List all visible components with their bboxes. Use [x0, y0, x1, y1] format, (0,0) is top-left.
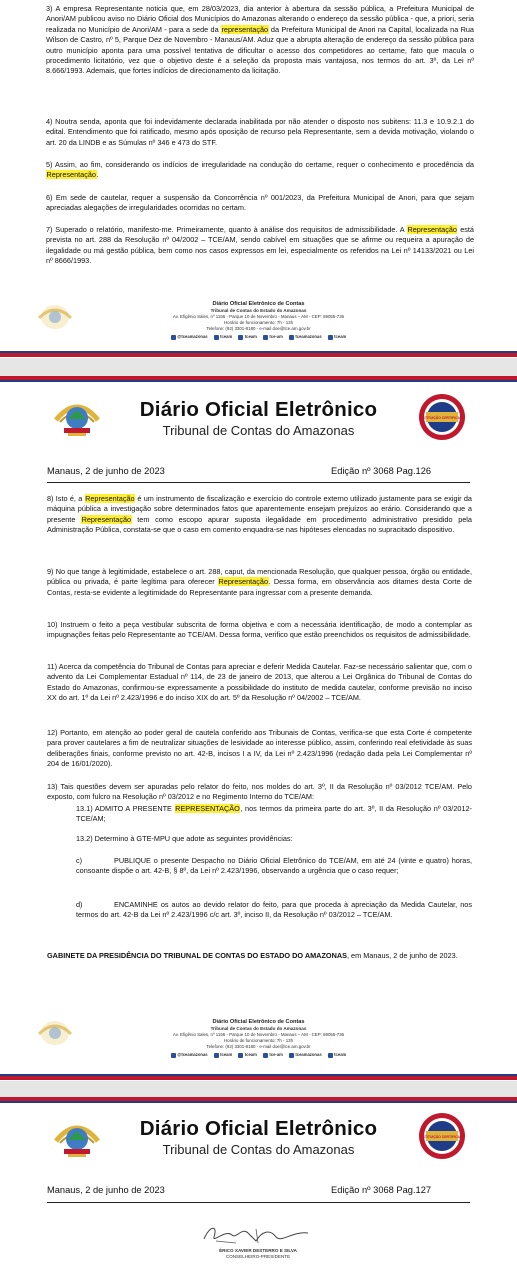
highlight: Representação: [81, 514, 132, 524]
page-gap: [0, 1081, 517, 1097]
highlight: Representação: [46, 170, 96, 180]
highlight: Representação: [407, 225, 457, 234]
closing: GABINETE DA PRESIDÊNCIA DO TRIBUNAL DE CONTAS DO ESTADO DO AMAZONAS, em Manaus, 2 de junho de 2023.: [47, 951, 458, 960]
youtube-link[interactable]: tceamazonas: [289, 334, 322, 340]
page-1: [0, 0, 517, 339]
social-links: [0, 1052, 517, 1058]
item-d-label: d): [76, 900, 83, 909]
paragraph-13-2: 13.2) Determino à GTE-MPU que adote as seguintes providências:: [76, 834, 293, 843]
instagram-link[interactable]: @tceamazonas: [171, 1052, 208, 1058]
facebook-link[interactable]: tceam: [214, 1052, 233, 1058]
paragraph-11: 11) Acerca da competência do Tribunal de Contas para apreciar e deferir Medida Cautelar. Faz-se necessário salientar que, com o advento da Lei Complementar Estadual nº 114, de 23 de janeiro de 2013, que alterou a Lei Orgânica do Tribunal de Contas do Estado do Amazonas, confirmou-se expressamente a possibilidade do instituto de medida cautelar, conforme previsão no inciso XX do art. 1º da Lei nº 2.423/1996 e do inciso XIX do art. 5º da Resolução nº 04/2002 – TCE/AM.: [47, 662, 472, 703]
item-d: ENCAMINHE os autos ao devido relator do feito, para que proceda à apreciação da Medida Cautelar, nos termos do art. 42-B da Lei nº 2.423/1996 c/c art. 3º, inciso II, da Resolução nº 03/2012 – TCE/AM.: [76, 900, 472, 920]
paragraph-4: 4) Noutra senda, aponta que foi indevidamente declarada inabilitada por não atender o disposto nos subitens: 11.3 e 10.9.2.1 do edital. Entendimento que foi ratificado, mesmo após oposição de recurso pela Representante, sem a devida motivação, violando o art. 20 da LINDB e as Súmulas nº 346 e 473 do STF.: [46, 117, 474, 147]
paragraph-9: 9) No que tange à legitimidade, estabelece o art. 288, caput, da mencionada Resolução, que qualquer pessoa, órgão ou entidade, pública ou privada, é parte legítima para oferecer Representação. Dessa forma, em observância aos ditames desta Corte de Contas, resta-se evidente a legitimidade do Representante para ingressar com a presente demanda.: [47, 567, 472, 597]
certified-institution-seal: [417, 392, 467, 442]
paragraph-7: 7) Superado o relatório, manifesto-me. Primeiramente, quanto à análise dos requisitos de admissibilidade. A Representação está prevista no art. 288 da Resolução nº 04/2002 – TCE/AM, sendo cabível em situações que se afirme ou requeira a apuração de ilegalidade ou má gestão pública, bem como nos casos expressos em lei, especialmente os referidos na Lei nº 14133/2021 ou Lei nº 8666/1993.: [46, 225, 474, 266]
highlight: representação: [221, 24, 269, 34]
facebook-link[interactable]: tceam: [214, 334, 233, 340]
issue-date: Manaus, 2 de junho de 2023: [47, 1185, 165, 1195]
header-bar: [0, 376, 517, 382]
highlight: Representação: [85, 494, 135, 503]
header-bar: [0, 1097, 517, 1103]
twitter-link[interactable]: tceam: [238, 1052, 257, 1058]
paragraph-13-1: 13.1) ADMITO A PRESENTE REPRESENTAÇÃO, nos termos da primeira parte do art. 3º, II da Resolução nº 03/2012-TCE/AM;: [76, 804, 472, 824]
page-3: [0, 1097, 517, 1280]
page-2: [0, 376, 517, 1060]
highlight: Representação: [218, 577, 269, 587]
seal-text: INSTITUIÇÃO CERTIFICADA: [419, 1135, 465, 1139]
edition-page: Edição nº 3068 Pag.127: [331, 1185, 432, 1195]
signer-name: ÉRICO XAVIER DESTERRO E SILVA: [219, 1248, 297, 1253]
instagram-link[interactable]: @tceamazonas: [171, 334, 208, 340]
youtube-link[interactable]: tceamazonas: [289, 1052, 322, 1058]
linkedin-link[interactable]: tceam: [328, 1052, 347, 1058]
paragraph-12: 12) Portanto, em atenção ao poder geral de cautela conferido aos Tribunais de Contas, verifica-se que esta Corte é competente para prover cautelares a fim de neutralizar situações de lesividade ao interesse público, assim, conferindo real efetividade às suas deliberações finais, conforme previsto no art. 42-B, incisos I a IV, da Lei nº 2.423/1996 (redação dada pela Lei Complementar nº 204 de 16/01/2020).: [47, 728, 472, 769]
paragraph-5: 5) Assim, ao fim, considerando os indícios de irregularidade na condução do certame, requer o conhecimento e procedência da Representação.: [46, 160, 474, 180]
highlight: REPRESENTAÇÃO: [175, 804, 240, 813]
issue-date: Manaus, 2 de junho de 2023: [47, 466, 165, 476]
footer-bar: [0, 351, 517, 357]
paragraph-13: 13) Tais questões devem ser apuradas pelo relator do feito, nos moldes do art. 3º, II da Resolução nº 03/2012 TCE/AM. Pelo exposto, com fulcro na Resolução nº 03/2012 e no Regimento Interno do TCE/AM:: [47, 782, 472, 802]
paragraph-8: 8) Isto é, a Representação é um instrumento de fiscalização e exercício do controle externo utilizado justamente para se exigir da máquina pública a investigação sobre determinados fatos que aparentemente ensejam prejuízos ao erário. Considerando que a presente Representação tem como escopo apurar suposta ilegalidade em procedimento administrativo presidido pela Administração Pública, constata-se que o caso em comento enquadra-se nas hipóteses elencadas no supracitado dispositivo.: [47, 494, 472, 535]
twitter-link[interactable]: tceam: [238, 334, 257, 340]
footer-bar: [0, 1074, 517, 1080]
header-title: Diário Oficial Eletrônico Tribunal de Contas do Amazonas: [139, 1117, 378, 1157]
social-links: [0, 334, 517, 340]
seal-text: INSTITUIÇÃO CERTIFICADA: [419, 416, 465, 420]
item-c-label: c): [76, 856, 83, 865]
edition-page: Edição nº 3068 Pag.126: [331, 466, 432, 476]
signature-block: [158, 1248, 358, 1260]
page-gap: [0, 358, 517, 376]
handwritten-signature: [196, 1221, 316, 1247]
header-title: Diário Oficial Eletrônico Tribunal de Contas do Amazonas: [139, 398, 378, 438]
item-c: PUBLIQUE o presente Despacho no Diário Oficial Eletrônico do TCE/AM, em até 24 (vinte e quatro) horas, consoante dispõe o art. 42-B, § 8º, da Lei nº 2.423/1996, observando a urgência que o caso requer;: [76, 856, 472, 876]
paragraph-6: 6) Em sede de cautelar, requer a suspensão da Concorrência nº 001/2023, da Prefeitura Municipal de Anori, para que sejam apreciadas alegações de irregularidades ocorridas no certam.: [46, 193, 474, 213]
flickr-link[interactable]: tce-am: [263, 1052, 283, 1058]
linkedin-link[interactable]: tceam: [328, 334, 347, 340]
paragraph-3: 3) A empresa Representante noticia que, em 28/03/2023, dia anterior à abertura da sessão pública, a Prefeitura Municipal de Anori/AM publicou aviso no Diário Oficial dos Municípios do Amazonas alterando o endereço da sessão pública - que, a priori, seria realizada no Município de Anori/AM - para a sede da representação da Prefeitura Municipal de Anori na Capital, localizada na Rua Wilson de Castro, nº 5, Parque Dez de Novembro - Manaus/AM. Aduz que a abrupta alteração de endereço da sessão pública para outro município aponta para uma possível tentativa de dificultar o acesso dos competidores ao certame, fato que macula o procedimento licitatório, vez que o objetivo deste é a seleção da proposta mais vantajosa, nos termos do art. 3º, da Lei nº 8.666/1993. Ademais, que fortes indícios de direcionamento da licitação.: [46, 4, 474, 76]
header-rule: [47, 1202, 470, 1203]
paragraph-10: 10) Instruem o feito a peça vestibular subscrita de forma objetiva e com a necessária identificação, de modo a contemplar as impugnações feitas pelo Representante ao TCE/AM. Dessa forma, verifico que estão preenchidos os requisitos de admissibilidade.: [47, 620, 472, 640]
header-rule: [47, 482, 470, 483]
flickr-link[interactable]: tce-am: [263, 334, 283, 340]
certified-institution-seal: [417, 1111, 467, 1161]
footer-1: Diário Oficial Eletrônico de Contas Tribunal de Contas do Estado do Amazonas Av. Efigênio Sales, nº 1155 - Parque 10 de Novembro - Manaus – AM - CEP: 69055-736 Horário de funcionamento: 7h - 13h Telefone: (92) 3301-8180 - e-mail doe@tce.am.gov.br @tceamazonas tceam tceam tce-am tceamazonas tceam: [0, 300, 517, 340]
footer-2: Diário Oficial Eletrônico de Contas Tribunal de Contas do Estado do Amazonas Av. Efigênio Sales, nº 1155 - Parque 10 de Novembro - Manaus – AM - CEP: 69055-736 Horário de funcionamento: 7h - 13h Telefone: (92) 3301-8180 - e-mail doe@tce.am.gov.br @tceamazonas tceam tceam tce-am tceamazonas tceam: [0, 1018, 517, 1058]
signer-role: CONSELHEIRO-PRESIDENTE: [225, 1254, 291, 1259]
